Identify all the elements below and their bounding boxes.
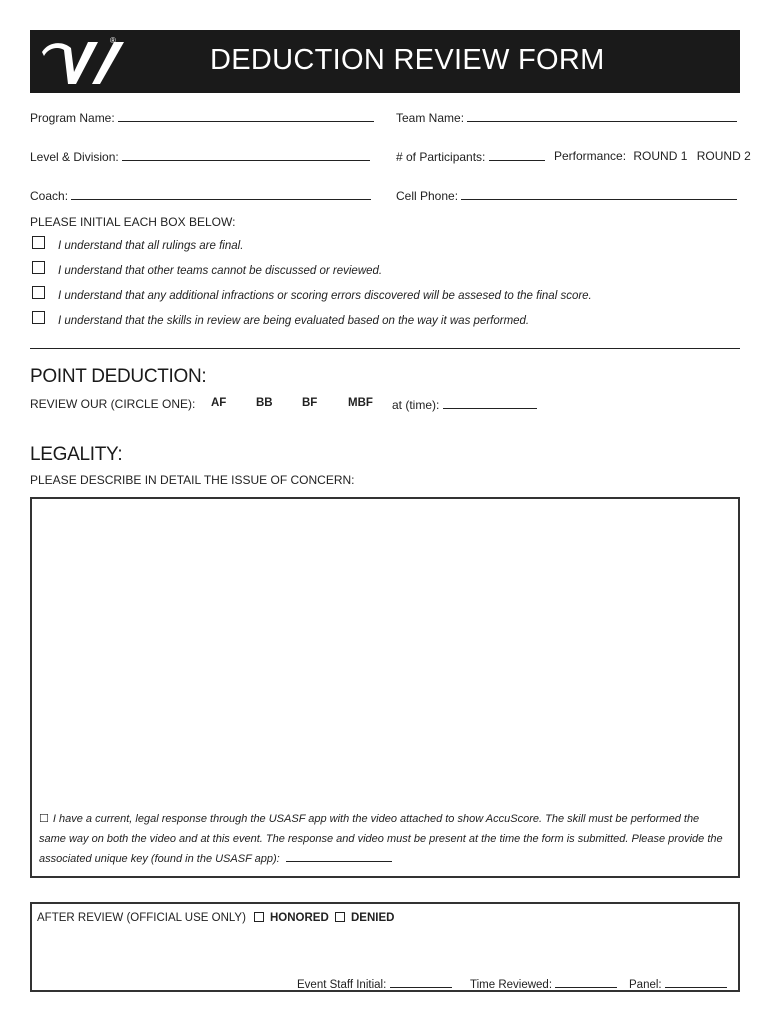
page-title: DEDUCTION REVIEW FORM — [210, 44, 605, 76]
concern-description-box[interactable] — [30, 497, 740, 878]
initial-instructions: PLEASE INITIAL EACH BOX BELOW: — [30, 215, 236, 229]
legal-response-checkbox[interactable]: ☐ — [39, 813, 49, 825]
review-circle-label: REVIEW OUR (CIRCLE ONE): — [30, 397, 196, 411]
acknowledgement-text: I understand that other teams cannot be discussed or reviewed. — [58, 265, 383, 277]
initial-checkbox[interactable] — [32, 261, 45, 274]
participants-field[interactable] — [396, 149, 545, 164]
cell-phone-line[interactable] — [461, 188, 737, 200]
time-field[interactable] — [392, 397, 537, 412]
concern-instructions: PLEASE DESCRIBE IN DETAIL THE ISSUE OF CONCERN: — [30, 473, 355, 487]
panel-field[interactable] — [629, 976, 727, 991]
program-name-label: Program Name: — [30, 111, 115, 125]
acknowledgement-text: I understand that any additional infractions or scoring errors discovered will be assesed to the final score. — [58, 290, 592, 302]
varsity-v-logo-icon — [36, 34, 146, 90]
unique-key-line[interactable] — [286, 852, 392, 862]
coach-line[interactable] — [71, 188, 371, 200]
panel-line[interactable] — [665, 976, 727, 988]
denied-label: DENIED — [351, 912, 395, 924]
participants-label: # of Participants: — [396, 150, 486, 164]
section-divider — [30, 348, 740, 349]
program-name-field[interactable] — [30, 110, 374, 125]
level-division-label: Level & Division: — [30, 150, 119, 164]
point-deduction-heading: POINT DEDUCTION: — [30, 366, 207, 387]
staff-initial-field[interactable] — [297, 976, 452, 991]
time-reviewed-field[interactable] — [470, 976, 617, 991]
after-review-box — [30, 902, 740, 992]
initial-checkbox[interactable] — [32, 236, 45, 249]
panel-label: Panel: — [629, 979, 662, 991]
legal-response-note — [39, 809, 729, 869]
honored-checkbox[interactable] — [254, 912, 264, 922]
performance-field — [554, 149, 751, 163]
team-name-field[interactable] — [396, 110, 737, 125]
legal-response-text: I have a current, legal response through the USASF app with the video attached to show AccuScore. The skill must be performed the same way on both the video and at this event. The response and video must be present at the time the form is submitted. Please provide the associated unique key (found in the USASF app): — [39, 813, 723, 865]
level-division-line[interactable] — [122, 149, 370, 161]
time-line[interactable] — [443, 397, 537, 409]
participants-line[interactable] — [489, 149, 545, 161]
time-label: at (time): — [392, 398, 440, 412]
cell-phone-field[interactable] — [396, 188, 737, 203]
denied-option[interactable] — [335, 912, 394, 924]
honored-label: HONORED — [270, 912, 329, 924]
staff-initial-label: Event Staff Initial: — [297, 979, 387, 991]
initial-checkbox[interactable] — [32, 286, 45, 299]
initial-checkbox[interactable] — [32, 311, 45, 324]
performance-label: Performance: — [554, 149, 627, 163]
legality-heading: LEGALITY: — [30, 444, 123, 465]
cell-phone-label: Cell Phone: — [396, 189, 459, 203]
team-name-label: Team Name: — [396, 111, 465, 125]
round-1-option[interactable]: ROUND 1 — [633, 149, 688, 163]
option-bb[interactable]: BB — [256, 397, 273, 409]
form-header — [30, 30, 740, 93]
level-division-field[interactable] — [30, 149, 370, 164]
option-mbf[interactable]: MBF — [348, 397, 373, 409]
team-name-line[interactable] — [467, 110, 737, 122]
option-bf[interactable]: BF — [302, 397, 318, 409]
time-reviewed-line[interactable] — [555, 976, 617, 988]
time-reviewed-label: Time Reviewed: — [470, 979, 553, 991]
registered-mark: ® — [110, 36, 116, 45]
acknowledgement-text: I understand that the skills in review are being evaluated based on the way it was performed. — [58, 315, 530, 327]
round-2-option[interactable]: ROUND 2 — [696, 149, 751, 163]
option-af[interactable]: AF — [211, 397, 227, 409]
denied-checkbox[interactable] — [335, 912, 345, 922]
honored-option[interactable] — [254, 912, 329, 924]
official-use-label: AFTER REVIEW (OFFICIAL USE ONLY) — [37, 912, 246, 924]
acknowledgement-text: I understand that all rulings are final. — [58, 240, 244, 252]
coach-label: Coach: — [30, 189, 69, 203]
program-name-line[interactable] — [118, 110, 374, 122]
staff-initial-line[interactable] — [390, 976, 452, 988]
coach-field[interactable] — [30, 188, 371, 203]
